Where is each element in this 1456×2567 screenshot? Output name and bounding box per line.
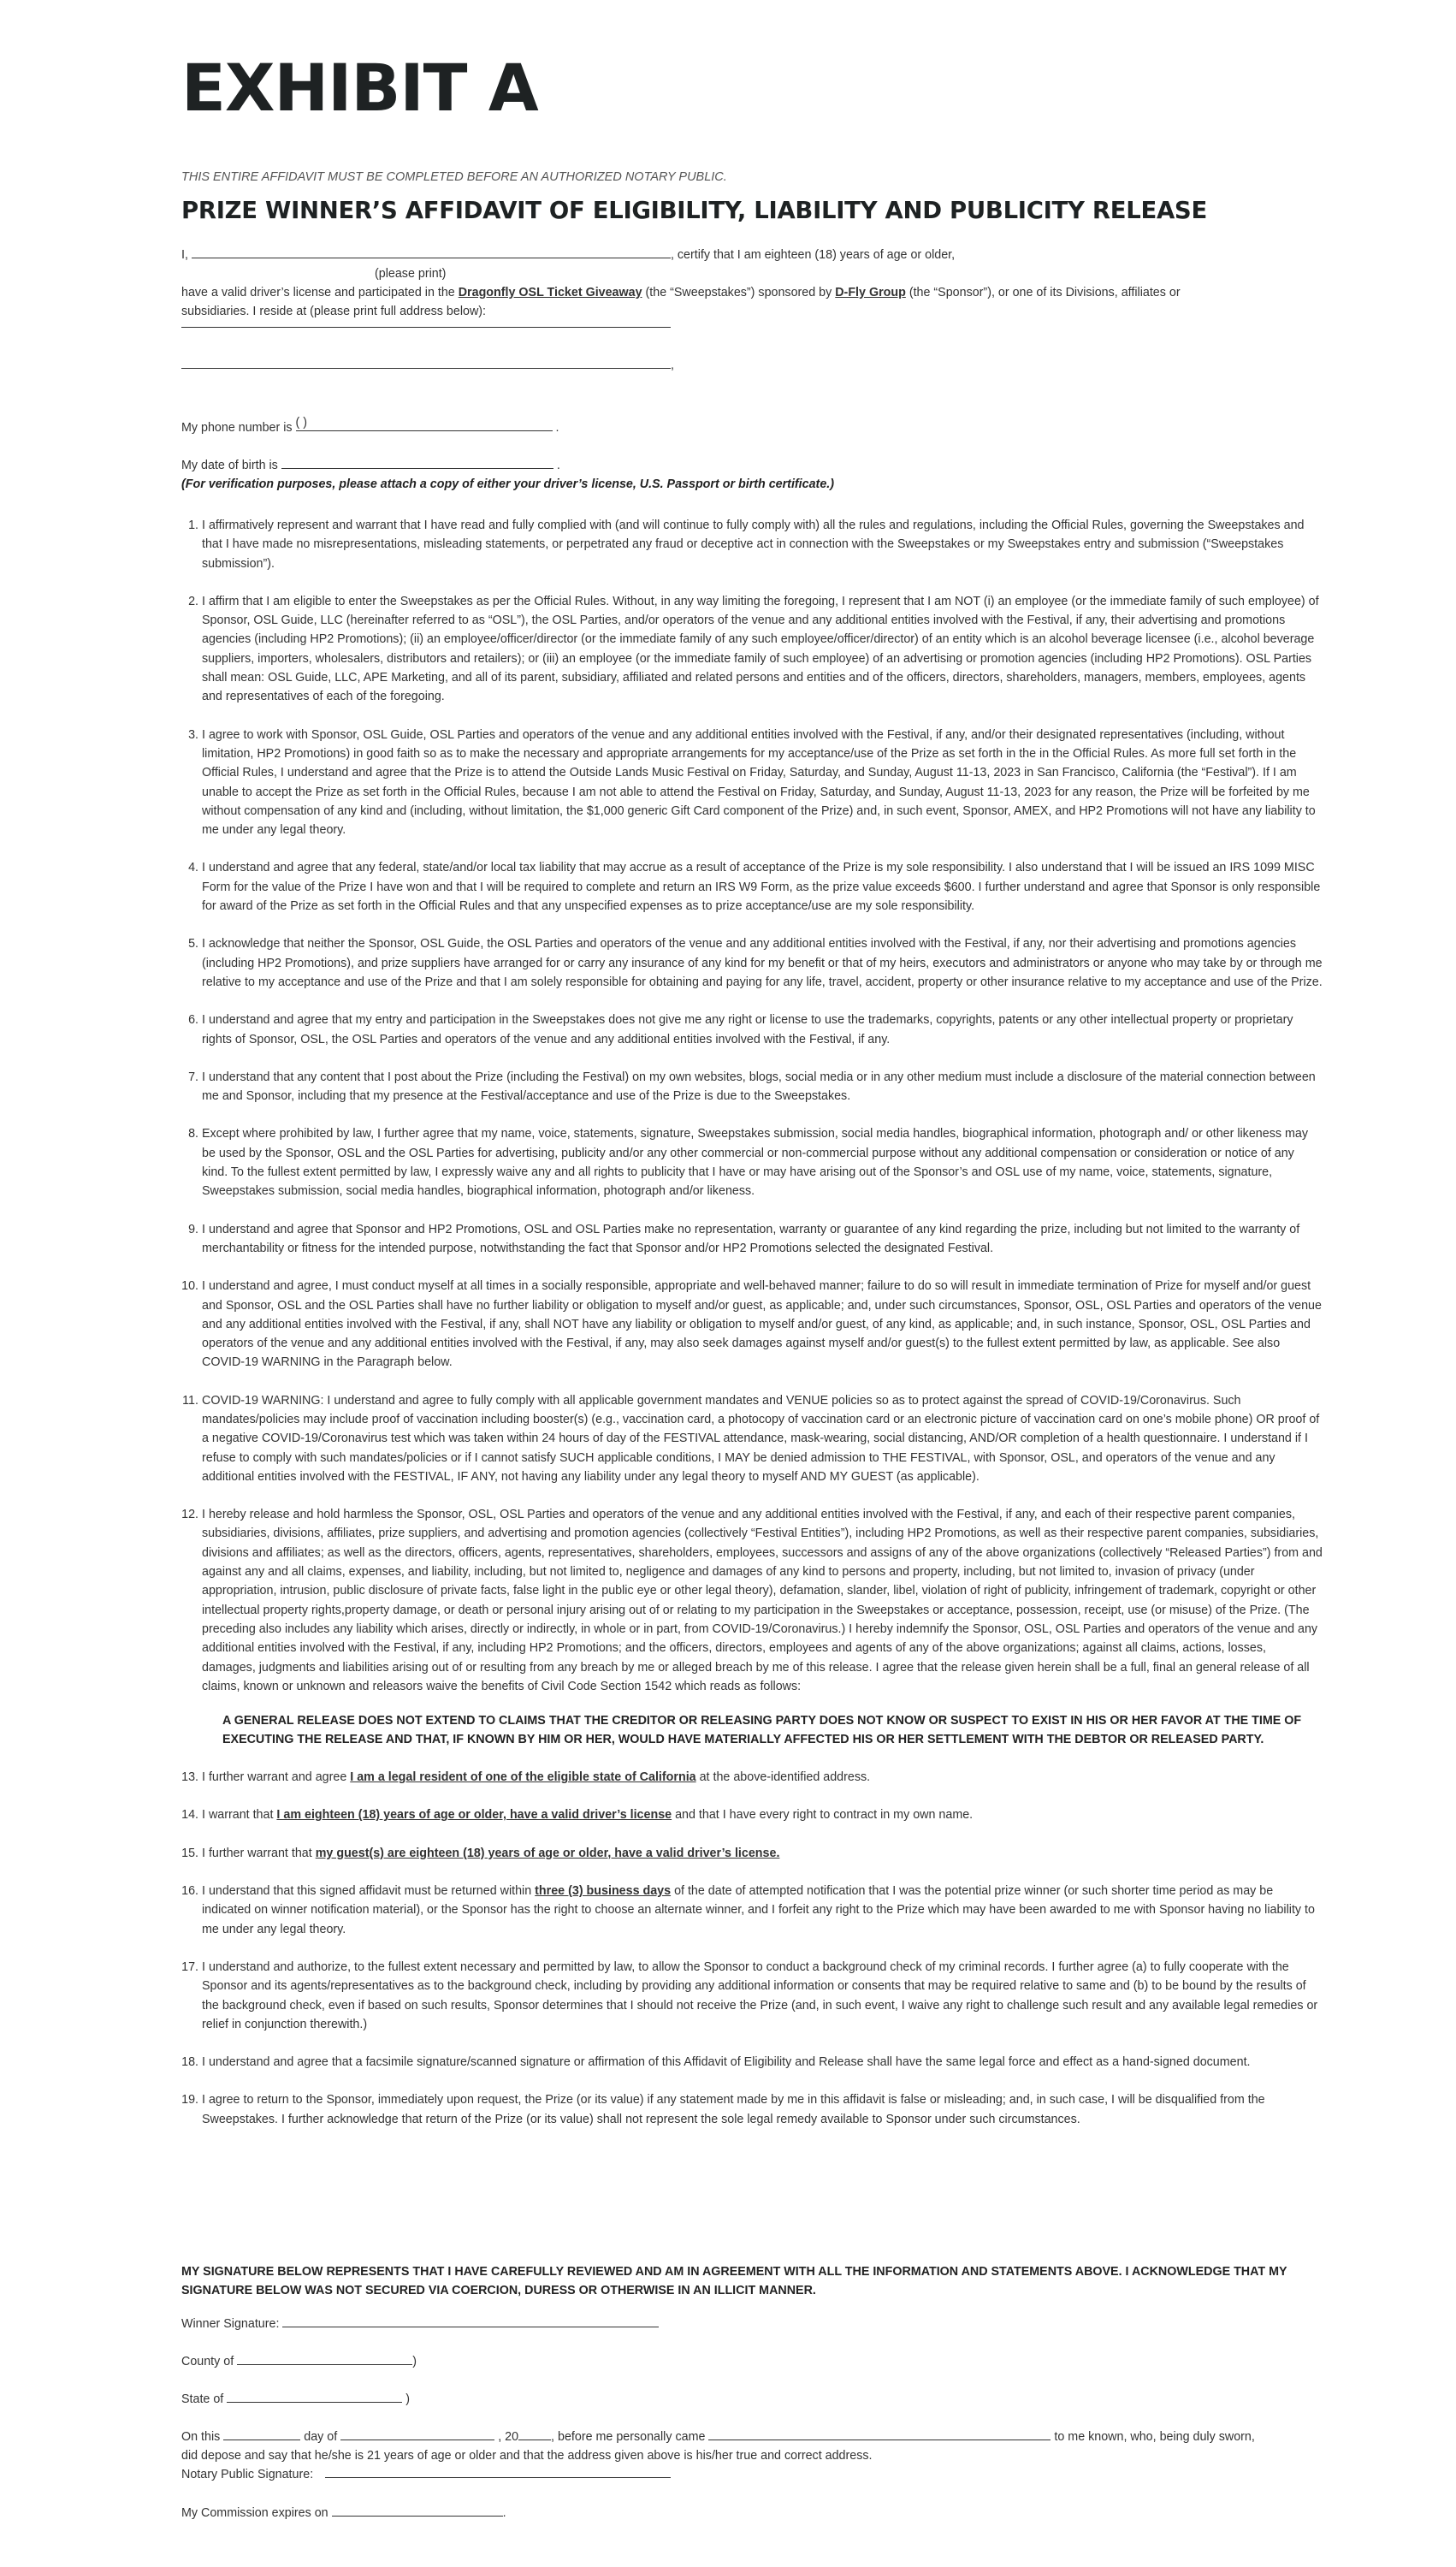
clause-number: 14. — [181, 1808, 198, 1823]
phone-field[interactable] — [296, 418, 553, 431]
commission-label: My Commission expires on — [181, 2506, 328, 2520]
commission-row — [181, 2504, 506, 2523]
clause-item — [188, 1220, 1323, 1259]
clause-number: 6. — [188, 1013, 198, 1028]
clause-number: 2. — [188, 594, 198, 608]
clause-item — [188, 1068, 1323, 1106]
clause-item — [181, 1882, 1323, 1939]
clause-number: 7. — [188, 1070, 198, 1084]
on-this-label: On this — [181, 2430, 221, 2444]
clause-text: I hereby release and hold harmless the Sponsor, OSL, OSL Parties and operators of the venue and any additional entities involved with the Festival, if any, and each of their respective parent companies, subsidiaries, divisions, affiliates, prize suppliers, and advertising and promotion agencies (collectively “Festival Entities”), including HP2 Promotions, as well as their respective parent companies, subsidiaries, divisions and affiliates; as well as the directors, officers, agents, representatives, shareholders, employees, successors and assigns of any of the above organizations (collectively “Released Parties”) from and against any and all claims, expenses, and liability, including, but not limited to, negligence and damages of any kind to persons and property, including, but not limited to, invasion of privacy (under appropriation, intrusion, public disclosure of private facts, false light in the public eye or other legal theory), defamation, slander, libel, violation of right of publicity, infringement of trademark, copyright or other intellectual property rights,property damage, or death or personal injury arising out of or relating to my participation in the Sweepstakes or acceptance, possession, receipt, use (or misuse) of the Prize. (The preceding also includes any liability which arises, directly or indirectly, in whole or in part, from COVID-19/Coronavirus.) I hereby indemnify the Sponsor, OSL, OSL Parties and operators of the venue and any additional entities involved with the Festival, if any, including HP2 Promotions; and the officers, directors, employees and agents of any of the above organizations; against all claims, actions, losses, damages, judgments and liabilities arising out of or resulting from any breach by me or alleged breach by me of this release. I agree that the release given herein shall be a full, final an general release of all claims, known or unknown and releasors waive the benefits of Civil Code Section 1542 which reads as follows: — [202, 1508, 1323, 1693]
phone-label: My phone number is — [181, 421, 293, 435]
residence-text: subsidiaries. I reside at (please print full address below): — [181, 305, 487, 318]
phone-period: . — [555, 421, 559, 435]
clause-list — [181, 516, 1323, 2148]
clause-text: I understand and agree that my entry and participation in the Sweepstakes does not give me any right or license to use the trademarks, copyrights, patents or any other intellectual property or proprietary rights of Sponsor, OSL, the OSL Parties and operators of the venue and any additional entities involved with the Festival, if any. — [202, 1013, 1293, 1046]
before-me-label: , before me personally came — [551, 2430, 706, 2444]
clause-number: 4. — [188, 861, 198, 875]
month-field[interactable] — [340, 2428, 494, 2440]
clause-number: 11. — [182, 1393, 198, 1408]
notary-signature-field[interactable] — [325, 2465, 671, 2478]
address-line-2-row — [181, 356, 674, 375]
signature-statement: MY SIGNATURE BELOW REPRESENTS THAT I HAVE CAREFULLY REVIEWED AND AM IN AGREEMENT WITH ALL THE INFORMATION AND STATEMENTS ABOVE. I ACKNOWLEDGE THAT MY SIGNATURE BELOW WAS NOT SECURED VIA COERCION, DURESS OR OTHERWISE IN AN ILLICIT MANNER. — [181, 2265, 1287, 2297]
clause-text: I understand that this signed affidavit must be returned within — [202, 1884, 536, 1899]
clause-text: I understand that any content that I post about the Prize (including the Festival) on my own websites, blogs, social media or in any other medium must include a disclosure of the material connection between me and Sponsor, including that my presence at the Festival/acceptance and use of the Prize is due to the Sweepstakes. — [202, 1070, 1316, 1104]
clause-text: I agree to return to the Sponsor, immediately upon request, the Prize (or its value) if any statement made by me in this affidavit is false or misleading; and, in such case, I will be disqualified from the Sweepstakes. I further acknowledge that return of the Prize (or its value) shall not represent the sole legal remedy available to Sponsor under such circumstances. — [202, 2093, 1265, 2126]
certify-text: , certify that I am eighteen (18) years of age or older, — [670, 248, 956, 262]
clause-item — [188, 1011, 1323, 1049]
civil-code-release-quote: A GENERAL RELEASE DOES NOT EXTEND TO CLAIMS THAT THE CREDITOR OR RELEASING PARTY DOES NOT KNOW OR SUSPECT TO EXIST IN HIS OR HER FAVOR AT THE TIME OF EXECUTING THE RELEASE AND THAT, IF KNOWN BY HIM OR HER, WOULD HAVE MATERIALLY AFFECTED HIS OR HER SETTLEMENT WITH THE DEBTOR OR RELEASED PARTY. — [222, 1714, 1302, 1747]
sponsor-name: D-Fly Group — [835, 286, 906, 299]
clause-number: 19. — [181, 2093, 198, 2108]
participation-text-c: (the “Sponsor”), or one of its Divisions, affiliates or — [905, 286, 1181, 299]
day-field[interactable] — [223, 2428, 300, 2440]
clause-number: 12. — [181, 1508, 198, 1522]
clause-number: 15. — [181, 1846, 198, 1860]
winner-signature-label: Winner Signature: — [181, 2317, 280, 2331]
clause-item — [188, 858, 1323, 916]
clause-item — [188, 592, 1323, 707]
clause-item — [188, 934, 1323, 992]
clause-text: at the above-identified address. — [695, 1770, 871, 1785]
notary-signature-label: Notary Public Signature: — [181, 2468, 314, 2481]
commission-period: . — [502, 2506, 506, 2520]
i-label: I, — [181, 248, 188, 262]
dob-field[interactable] — [281, 456, 553, 469]
clause-item — [181, 1768, 1323, 1787]
clause-number: 3. — [188, 727, 198, 742]
clause-text: COVID-19 WARNING: I understand and agree to fully comply with all applicable government mandates and VENUE policies so as to protect against the spread of COVID-19/Coronavirus. Such mandates/policies may include proof of vaccination including booster(s) (e.g., vaccination card, a photocopy of vaccination card or an electronic picture of vaccination card on one’s mobile phone) OR proof of a negative COVID-19/Coronavirus test which was taken within 24 hours of day of the FESTIVAL attendance, mask-wearing, social distancing, AND/OR completion of a health questionnaire. I understand if I refuse to comply with such mandates/policies or if I cannot satisfy SUCH applicable conditions, I MAY be denied admission to THE FESTIVAL, with Sponsor, OSL, and operators of the venue and any additional entities involved with the FESTIVAL, IF ANY, not having any liability under any legal theory to myself AND MY GUEST (as applicable). — [202, 1393, 1320, 1484]
exhibit-heading: EXHIBIT A — [181, 50, 538, 126]
giveaway-name: Dragonfly OSL Ticket Giveaway — [458, 286, 642, 299]
clause-number: 18. — [181, 2055, 198, 2070]
phone-area-code: ( ) — [295, 416, 308, 430]
year-field[interactable] — [518, 2428, 551, 2440]
clause-item — [181, 1277, 1323, 1372]
clause-emphasis: three (3) business days — [535, 1884, 672, 1899]
verification-note: (For verification purposes, please attach a copy of either your driver’s license, U.S. Passport or birth certificate.) — [181, 477, 834, 491]
dob-period: . — [556, 459, 560, 472]
to-me-known-label: to me known, who, being duly sworn, — [1054, 2430, 1255, 2444]
clause-emphasis: I am eighteen (18) years of age or older, have a valid driver’s license — [276, 1808, 672, 1823]
clause-text: I acknowledge that neither the Sponsor, OSL Guide, the OSL Parties and operators of the venue and any additional entities involved with the Festival, if any, nor their advertising and promotions agencies (including HP2 Promotions), and prize suppliers have arranged for or carry any insurance of any kind for my benefit or that of my heirs, executors and administrators or anyone who may take by or through me relative to my acceptance and use of the Prize and that I am solely responsible for obtaining and paying for any life, travel, accident, property or other insurance relative to my acceptance and use of the Prize. — [202, 937, 1323, 989]
clause-text: I affirm that I am eligible to enter the Sweepstakes as per the Official Rules. Without, in any way limiting the foregoing, I represent that I am NOT (i) an employee (or the immediate family of such employee) of Sponsor, OSL Guide, LLC (hereinafter referred to as “OSL”), the OSL Parties, and/or operators of the venue and any additional entities involved with the Festival, if any, their advertising and promotions agencies (including HP2 Promotions); (ii) an employee/officer/director (or the immediate family of any such employee/officer/director) of an entity which is an alcohol beverage licensee (i.e., alcohol beverage suppliers, importers, wholesalers, distributors and retailers); or (iii) an employee (or the immediate family of such employee) of an advertising or promotion agencies (including HP2 Promotions). OSL Parties shall mean: OSL Guide, LLC, APE Marketing, and all of its parent, subsidiary, affiliated and related persons and entities and of the officers, directors, shareholders, managers, members, employees, agents and representatives of each of the foregoing. — [202, 594, 1319, 704]
clause-text: I understand and agree, I must conduct myself at all times in a socially responsible, appropriate and well-behaved manner; failure to do so will result in immediate termination of Prize for myself and/or guest and Sponsor, OSL and the OSL Parties shall have no further liability or obligation to myself and/or guest, as applicable; and, under such circumstances, Sponsor, OSL, OSL Parties and operators of the venue and any additional entities involved with the Festival, if any, shall NOT have any liability or obligation to myself and/or guest, of any kind, as applicable; and, in such instance, Sponsor, OSL, OSL Parties and operators of the venue and any additional entities involved with the Festival, if any, may also seek damages against myself and/or guest(s) to the fullest extent permitted by law, as applicable. See also COVID-19 WARNING in the Paragraph below. — [202, 1279, 1322, 1370]
address-comma: , — [671, 359, 674, 372]
clause-item — [188, 1124, 1323, 1201]
clause-number: 13. — [181, 1770, 198, 1785]
clause-text: I understand and agree that any federal, state/and/or local tax liability that may accrue as a result of acceptance of the Prize is my sole responsibility. I also understand that I will be issued an IRS 1099 MISC Form for the value of the Prize I have won and that I will be required to complete and return an IRS W9 Form, as the prize value exceeds $600. I further understand and agree that Sponsor is only responsible for award of the Prize as set forth in the Official Rules and that any unspecified expenses as to prize acceptance/use are my sole responsibility. — [202, 861, 1321, 914]
clause-text: I understand and agree that a facsimile signature/scanned signature or affirmation of this Affidavit of Eligibility and Release shall have the same legal force and effect as a hand-signed document. — [202, 2055, 1251, 2070]
state-field[interactable] — [227, 2390, 402, 2403]
clause-text: of the date of attempted notification that I was the potential prize winner (or such shorter time period as may be indicated on winner notification material), or the Sponsor has the right to choose an alternate winner, and I forfeit any right to the Prize which may have been awarded to me with Sponsor having no liability to me under any legal theory. — [202, 1884, 1315, 1936]
clause-text: I further warrant that — [202, 1846, 316, 1860]
clause-item — [181, 1958, 1323, 2034]
winner-signature-field[interactable] — [282, 2315, 659, 2327]
address-line-1[interactable] — [181, 327, 671, 328]
clause-number: 9. — [188, 1222, 198, 1236]
clause-number: 5. — [188, 937, 198, 952]
year-label: , 20 — [498, 2430, 519, 2444]
clause-text: I agree to work with Sponsor, OSL Guide, OSL Parties and operators of the venue and any additional entities involved with the Festival, if any, and/or their designated representatives (including, without limitation, HP2 Promotions) in good faith so as to make the necessary and appropriate arrangements for my acceptance/use of the Prize as set forth in the in the Official Rules. As more full set forth in the Official Rules, I understand and agree that the Prize is to attend the Outside Lands Music Festival on Friday, Saturday, and Sunday, August 11-13, 2023 in San Francisco, California (the “Festival”). If I am unable to accept the Prize as set forth in the Official Rules, because I am not able to attend the Festival on Friday, Saturday, and Sunday, August 11-13, 2023 for any reason, the Prize will be forfeited by me without compensation of any kind and (including, without limitation, the $1,000 generic Gift Card component of the Prize) and, in such event, Sponsor, AMEX, and HP2 Promotions will not have any liability to me under any legal theory. — [202, 727, 1316, 838]
participation-text-b: (the “Sweepstakes”) sponsored by — [642, 286, 836, 299]
clause-item — [181, 1844, 1323, 1863]
clause-number: 1. — [188, 519, 198, 532]
clause-emphasis: my guest(s) are eighteen (18) years of age or older, have a valid driver’s license. — [315, 1846, 780, 1860]
clause-item — [188, 726, 1323, 840]
clause-number: 10. — [181, 1279, 198, 1294]
clause-item — [188, 516, 1323, 573]
phone-row — [181, 418, 559, 437]
clause-text: I further warrant and agree — [202, 1770, 351, 1785]
clause-text: Except where prohibited by law, I further agree that my name, voice, statements, signature, Sweepstakes submission, social media handles, biographical information, photograph and/ or other likeness may be used by the Sponsor, OSL and the OSL Parties for advertising, publicity and/or any other commercial or non-commercial purpose without any additional compensation or consideration or notice of any kind. To the fullest extent permitted by law, I expressly waive any and all rights to publicity that I have or may have arising out of the Sponsor’s and OSL use of my name, voice, statements, signature, Sweepstakes submission, social media handles, biographical information, photograph and/or likeness. — [202, 1127, 1308, 1199]
county-paren: ) — [412, 2355, 417, 2368]
address-line-2[interactable] — [181, 356, 671, 369]
clause-text: and that I have every right to contract in my own name. — [672, 1808, 974, 1823]
commission-field[interactable] — [332, 2504, 503, 2517]
clause-number: 17. — [181, 1959, 198, 1974]
clause-item — [182, 1391, 1323, 1486]
name-line-row — [181, 246, 955, 264]
dob-label: My date of birth is — [181, 459, 278, 472]
clause-emphasis: I am a legal resident of one of the eligible state of California — [350, 1770, 696, 1785]
clause-item — [181, 2053, 1323, 2072]
clause-text: I understand and authorize, to the fullest extent necessary and permitted by law, to allow the Sponsor to conduct a background check of my criminal records. I further agree (a) to fully cooperate with the Sponsor and its agents/representatives as to the background check, including by providing any additional information or consents that may be required relative to same and (b) to be bound by the results of the background check, even if based on such results, Sponsor determines that I should not receive the Prize (and, in such event, I waive any right to challenge such result and any available legal remedies or relief in conjunction therewith.) — [202, 1959, 1318, 2031]
county-field[interactable] — [237, 2352, 412, 2365]
state-paren: ) — [405, 2392, 411, 2406]
day-of-label: day of — [304, 2430, 338, 2444]
clause-item — [181, 1505, 1323, 1696]
clause-text: I warrant that — [202, 1808, 277, 1823]
clause-number: 8. — [188, 1127, 198, 1141]
clause-number: 16. — [181, 1884, 198, 1899]
personal-name-field[interactable] — [708, 2428, 1051, 2440]
clause-text: I understand and agree that Sponsor and HP2 Promotions, OSL and OSL Parties make no representation, warranty or guarantee of any kind regarding the prize, including but not limited to the warranty of merchantability or fitness for the intended purpose, notwithstanding the fact that Sponsor and/or HP2 Promotions selected the designated Festival. — [202, 1222, 1300, 1255]
county-row — [181, 2352, 417, 2371]
please-print-label: (please print) — [375, 267, 447, 281]
notary-row — [181, 2428, 1302, 2446]
county-label: County of — [181, 2355, 234, 2368]
state-label: State of — [181, 2392, 224, 2406]
clause-item — [181, 2090, 1323, 2129]
dob-row — [181, 456, 560, 475]
clause-text: I affirmatively represent and warrant that I have read and fully complied with (and will continue to fully comply with) all the rules and regulations, including the Official Rules, governing the Sweepstakes and that I have made no misrepresentations, misleading statements, or perpetrated any fraud or deceptive act in connection with the Sweepstakes or my Sweepstakes entry and submission (“Sweepstakes submission”). — [202, 519, 1305, 571]
notary-statement: did depose and say that he/she is 21 years of age or older and that the address given above is his/her true and correct address. — [181, 2449, 873, 2463]
state-row — [181, 2390, 410, 2409]
clause-item — [181, 1805, 1323, 1824]
name-field[interactable] — [192, 246, 671, 258]
document-title: PRIZE WINNER’S AFFIDAVIT OF ELIGIBILITY, LIABILITY AND PUBLICITY RELEASE — [181, 197, 1207, 224]
winner-signature-row — [181, 2315, 659, 2333]
notary-signature-row — [181, 2465, 671, 2484]
participation-text — [181, 283, 1302, 302]
participation-text-a: have a valid driver’s license and participated in the — [181, 286, 459, 299]
notary-notice: THIS ENTIRE AFFIDAVIT MUST BE COMPLETED BEFORE AN AUTHORIZED NOTARY PUBLIC. — [181, 170, 727, 184]
